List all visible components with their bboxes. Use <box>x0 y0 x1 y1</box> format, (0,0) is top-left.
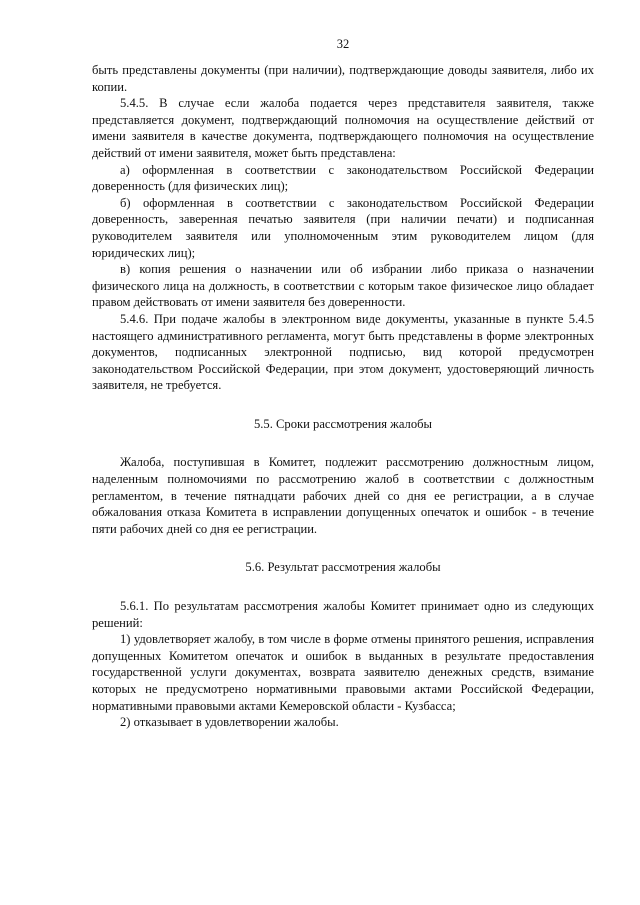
paragraph-5-4-5: 5.4.5. В случае если жалоба подается через представителя заявителя, также представляется документ, подтверждающий полномочия на осуществление действий от имени заявителя в качестве документа, подтверждающего полномочия на осуществление действий от имени заявителя, может быть представлена: <box>92 96 594 160</box>
paragraph-decision-2: 2) отказывает в удовлетворении жалобы. <box>120 715 339 730</box>
document-page <box>92 36 594 731</box>
paragraph-5-6-1: 5.6.1. По результатам рассмотрения жалобы Комитет принимает одно из следующих решений: <box>92 599 594 630</box>
paragraph-item-v: в) копия решения о назначении или об избрании либо приказа о назначении физического лица на должность, в соответствии с которым такое физическое лицо обладает правом действовать от имени заявителя без доверенности. <box>92 262 594 310</box>
section-heading-5-5: 5.5. Сроки рассмотрения жалобы <box>253 416 433 431</box>
paragraph-item-a: а) оформленная в соответствии с законодательством Российской Федерации доверенность (для физических лиц); <box>92 162 594 194</box>
spacer <box>92 432 594 454</box>
spacer <box>92 576 594 598</box>
paragraph-top-1: быть представлены документы (при наличии), подтверждающие доводы заявителя, либо их копии. <box>92 63 594 94</box>
paragraph-decision-1: 1) удовлетворяет жалобу, в том числе в форме отмены принятого решения, исправления допущенных Комитетом опечаток и ошибок в выданных в результате предоставления государственной услуги документах, возврата заявителю денежных средств, взимание которых не предусмотрено нормативными правовыми актами Российской Федерации, нормативными правовыми актами Кемеровской области - Кузбасса; <box>92 632 594 713</box>
spacer <box>92 394 594 416</box>
spacer <box>92 537 594 559</box>
paragraph-5-5-body: Жалоба, поступившая в Комитет, подлежит рассмотрению должностным лицом, наделенным полномочиями по рассмотрению жалоб в соответствии с должностным регламентом, в течение пятнадцати рабочих дней со дня ее регистрации, а в случае обжалования отказа Комитета в исправлении допущенных опечаток и ошибок - в течение пяти рабочих дней со дня ее регистрации. <box>92 455 594 536</box>
section-heading-5-6: 5.6. Результат рассмотрения жалобы <box>245 560 441 575</box>
paragraph-5-4-6: 5.4.6. При подаче жалобы в электронном виде документы, указанные в пункте 5.4.5 настоящего административного регламента, могут быть представлены в форме электронных документов, подписанных электронной подписью, вид которой предусмотрен законодательством Российской Федерации, при этом документ, удостоверяющий личность заявителя, не требуется. <box>92 311 594 393</box>
paragraph-item-b: б) оформленная в соответствии с законодательством Российской Федерации доверенность, заверенная печатью заявителя (при наличии печати) и подписанная руководителем заявителя или уполномоченным этим руководителем лицом (для юридических лиц); <box>92 195 594 260</box>
page-number: 32 <box>336 37 350 51</box>
